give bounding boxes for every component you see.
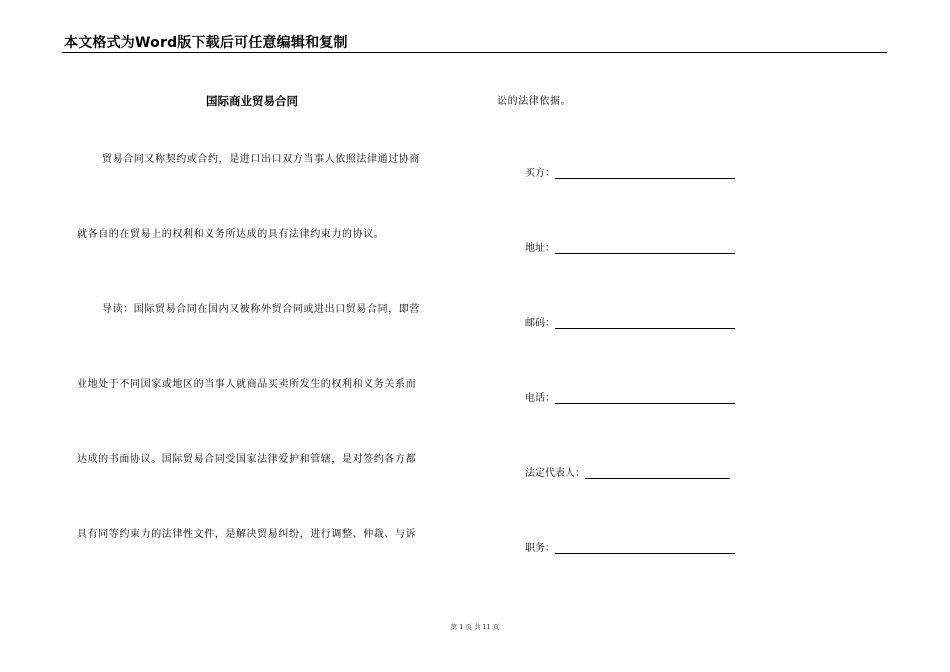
header-rule — [62, 52, 887, 53]
paragraph-line-continued: 讼的法律依据。 — [497, 96, 572, 107]
blank-line — [585, 478, 730, 479]
paragraph-line: 就各自的在贸易上的权利和义务所达成的具有法律约束力的协议。 — [77, 229, 385, 240]
buyer-field — [525, 167, 735, 181]
field-label: 买方： — [525, 168, 555, 179]
postcode-field — [525, 317, 735, 331]
paragraph-line: 达成的书面协议。国际贸易合同受国家法律爱护和管辖，是对签约各方都 — [77, 454, 417, 465]
blank-line — [555, 553, 735, 554]
blank-line — [555, 253, 735, 254]
field-label: 电话： — [525, 393, 555, 404]
field-label: 法定代表人： — [525, 468, 585, 479]
paragraph-line: 贸易合同又称契约或合约，是进口出口双方当事人依照法律通过协商 — [102, 154, 420, 165]
document-title: 国际商业贸易合同 — [206, 94, 298, 108]
blank-line — [555, 178, 735, 179]
page-footer: 第 1 页 共 11 页 — [450, 623, 500, 631]
field-label: 地址： — [525, 243, 555, 254]
header-title: 本文格式为Word版下载后可任意编辑和复制 — [64, 35, 348, 51]
field-label: 职务： — [525, 543, 555, 554]
legal-representative-field — [525, 467, 730, 481]
paragraph-line: 具有同等约束力的法律性文件，是解决贸易纠纷，进行调整、仲裁、与诉 — [77, 529, 417, 540]
position-field — [525, 542, 735, 556]
address-field — [525, 242, 735, 256]
field-label: 邮码： — [525, 318, 555, 329]
blank-line — [555, 403, 735, 404]
paragraph-line: 业地处于不同国家或地区的当事人就商品买卖所发生的权利和义务关系而 — [77, 379, 417, 390]
paragraph-line: 导读：国际贸易合同在国内又被称外贸合同或进出口贸易合同，即营 — [102, 304, 420, 315]
blank-line — [555, 328, 735, 329]
phone-field — [525, 392, 735, 406]
